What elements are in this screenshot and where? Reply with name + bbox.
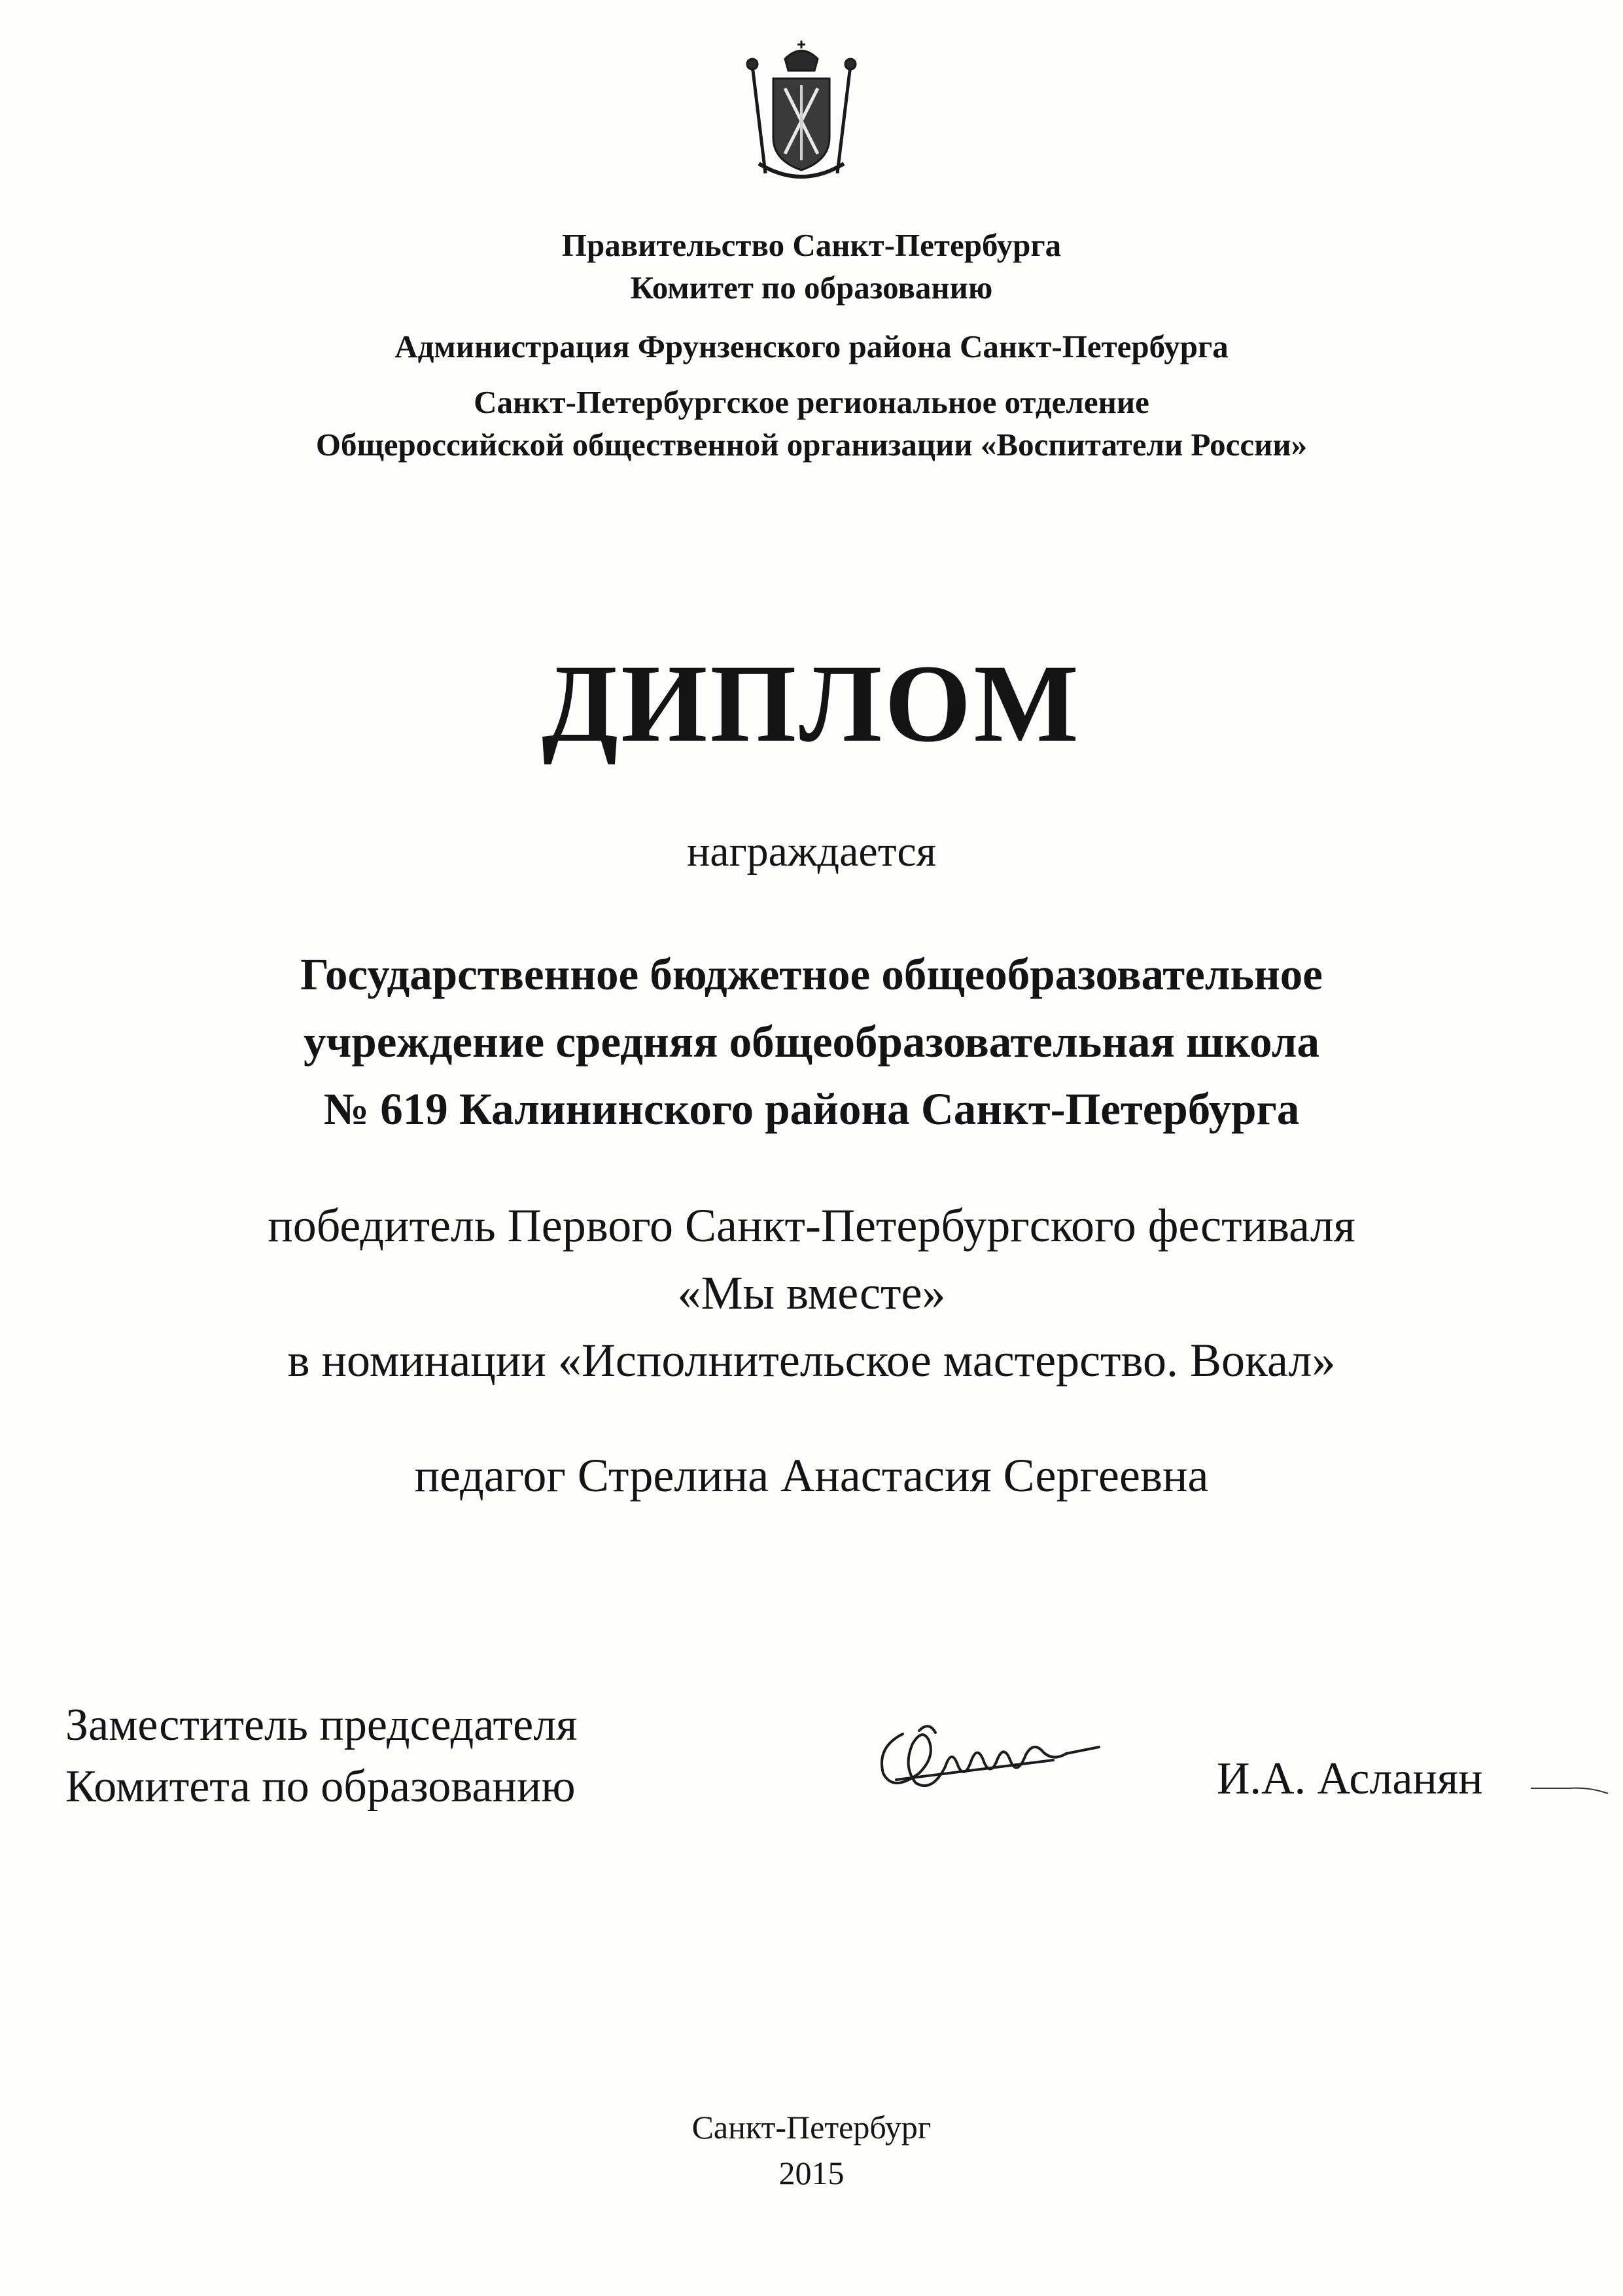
awarded-label: награждается	[686, 828, 937, 875]
recipient-line-1: Государственное бюджетное общеобразовательное	[300, 949, 1323, 999]
signature-line-icon	[1531, 1783, 1609, 1796]
diploma-title: ДИПЛОМ	[542, 642, 1081, 765]
achievement-line-2: «Мы вместе»	[677, 1267, 946, 1319]
achievement-line-1: победитель Первого Санкт-Петербургского фестиваля	[268, 1199, 1355, 1252]
handwritten-signature-icon	[857, 1695, 1106, 1812]
regional-branch-name: Санкт-Петербургское региональное отделение	[474, 384, 1149, 420]
coat-of-arms-icon	[733, 39, 870, 183]
signatory-position-line-2: Комитета по образованию	[65, 1761, 576, 1812]
signatory-name: И.А. Асланян	[1217, 1754, 1483, 1804]
footer-city: Санкт-Петербург	[691, 2109, 932, 2146]
administration-name: Администрация Фрунзенского района Санкт-Петербурга	[394, 328, 1229, 364]
committee-name: Комитет по образованию	[630, 270, 993, 306]
recipient-line-3: № 619 Калининского района Санкт-Петербурга	[323, 1084, 1300, 1134]
teacher-name: педагог Стрелина Анастасия Сергеевна	[414, 1449, 1209, 1502]
recipient-line-2: учреждение средняя общеобразовательная школа	[304, 1017, 1319, 1067]
signatory-position-line-1: Заместитель председателя	[65, 1700, 578, 1750]
organization-name: Общероссийской общественной организации «Воспитатели России»	[315, 427, 1308, 463]
signatory-position	[65, 1695, 577, 1818]
achievement-line-3: в номинации «Исполнительское мастерство. Вокал»	[287, 1334, 1336, 1386]
footer-year: 2015	[778, 2155, 845, 2191]
government-name: Правительство Санкт-Петербурга	[561, 227, 1062, 263]
